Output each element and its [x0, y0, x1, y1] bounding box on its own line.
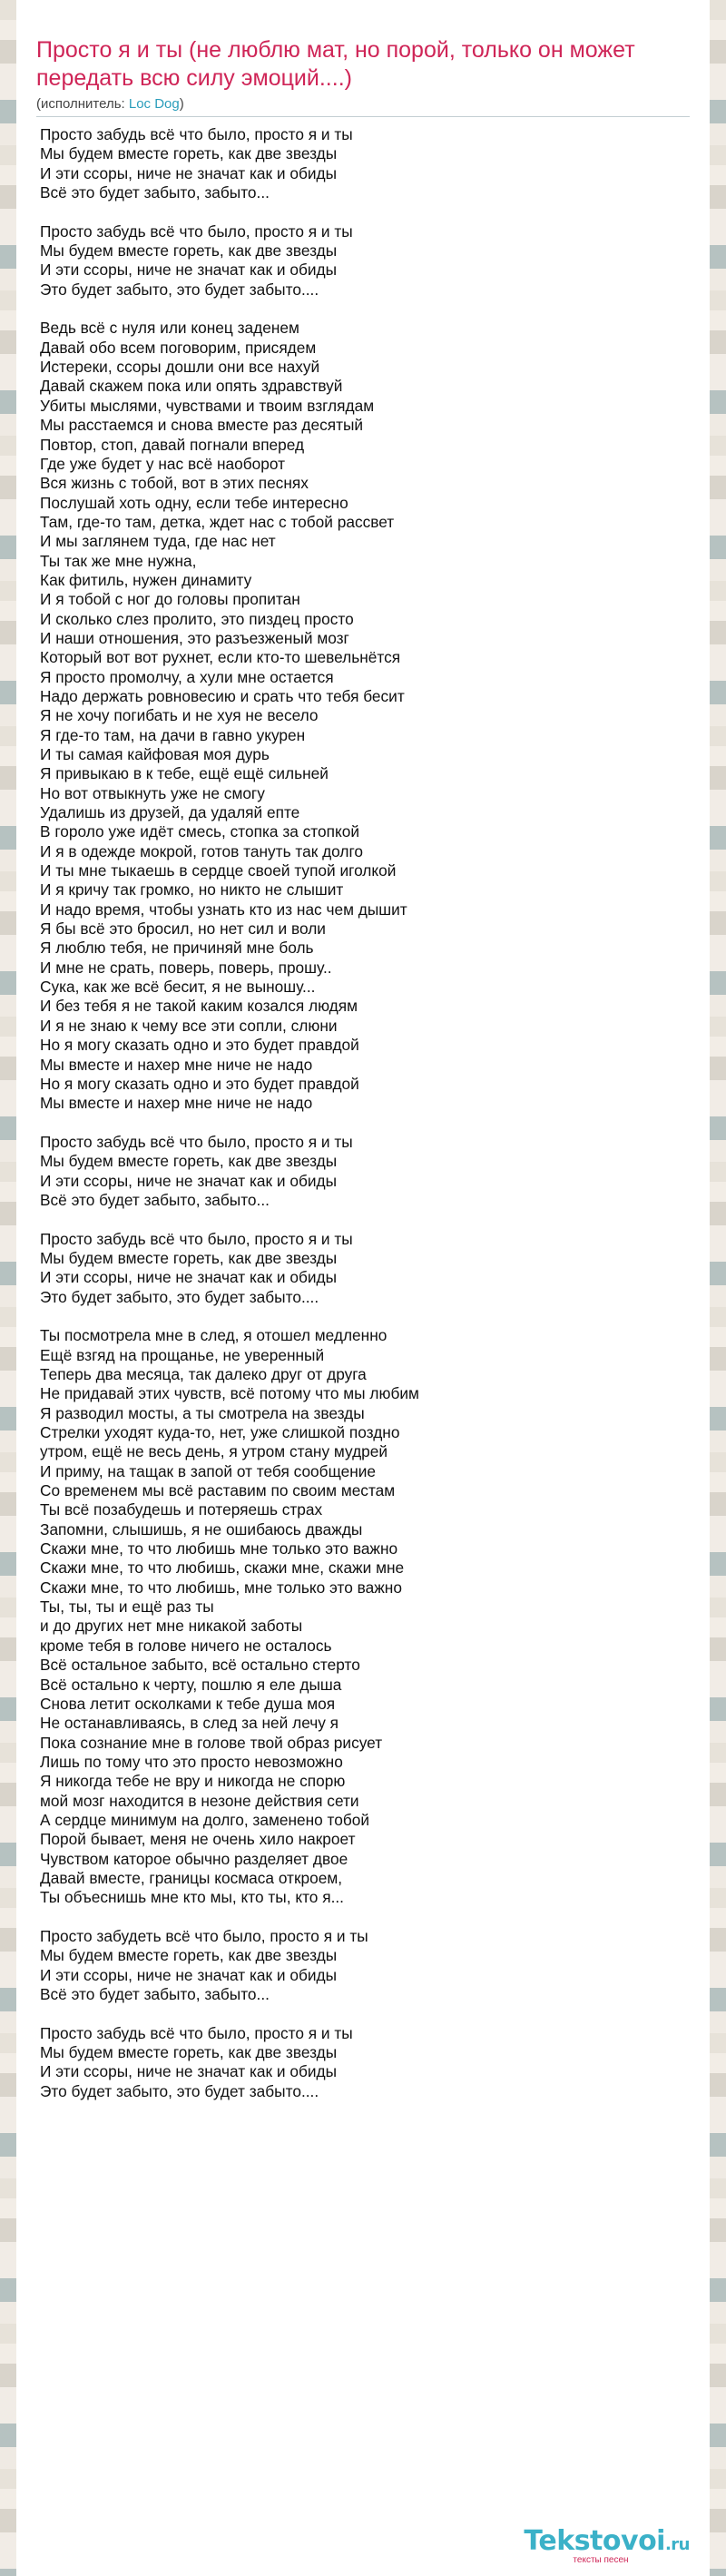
lyric-line: Скажи мне, то что любишь мне только это важно	[40, 1539, 398, 1558]
lyric-line: утром, ещё не весь день, я утром стану мудрей	[40, 1442, 388, 1461]
lyric-line: И эти ссоры, ниче не значат как и обиды	[40, 261, 338, 280]
lyric-line: Мы будем вместе гореть, как две звезды	[40, 1946, 338, 1965]
lyric-line: Всё это будет забыто, забыто...	[40, 1190, 270, 1209]
lyric-line: Это будет забыто, это будет забыто....	[40, 1287, 319, 1306]
lyric-line: Я не хочу погибать и не хуя не весело	[40, 706, 319, 725]
lyric-line: Просто забудь всё что было, просто я и ты	[40, 125, 353, 143]
lyric-line: Я никогда тебе не вру и никогда не спорю	[40, 1772, 346, 1791]
song-title: Просто я и ты (не люблю мат, но порой, только он может передать всю силу эмоций....)	[36, 37, 635, 91]
lyric-line: Там, где-то там, детка, ждет нас с тобой рассвет	[40, 512, 395, 531]
lyric-line: Где уже будет у нас всё наоборот	[40, 454, 286, 473]
lyric-line: Ты, ты, ты и ещё раз ты	[40, 1598, 214, 1617]
lyric-line: Давай обо всем поговорим, присядем	[40, 338, 317, 357]
lyric-line: Я люблю тебя, не причиняй мне боль	[40, 939, 314, 958]
lyric-line: Как фитиль, нужен динамиту	[40, 570, 252, 589]
stanza-gap	[40, 2004, 675, 2023]
lyric-line: Это будет забыто, это будет забыто....	[40, 280, 319, 299]
lyric-line: Ты всё позабудешь и потеряешь страх	[40, 1500, 323, 1519]
lyric-line: Но я могу сказать одно и это будет правдой	[40, 1074, 359, 1093]
lyric-line: И мне не срать, поверь, поверь, прошу..	[40, 958, 332, 977]
lyric-line: Всё остально к черту, пошлю я еле дыша	[40, 1675, 342, 1694]
lyric-line: И я не знаю к чему все эти сопли, слюни	[40, 1016, 338, 1035]
lyric-line: Убиты мыслями, чувствами и твоим взглядам	[40, 396, 375, 415]
lyric-line: Удалишь из друзей, да удаляй епте	[40, 803, 300, 822]
lyric-line: И я тобой с ног до головы пропитан	[40, 590, 300, 609]
lyric-line: Всё это будет забыто, забыто...	[40, 183, 270, 202]
lyric-line: Мы будем вместе гореть, как две звезды	[40, 1152, 338, 1171]
lyric-line: Теперь два месяца, так далеко друг от друга	[40, 1365, 367, 1383]
lyric-line: Пока сознание мне в голове твой образ рисует	[40, 1733, 383, 1752]
site-logo[interactable]	[524, 2525, 690, 2565]
lyric-line: Истереки, ссоры дошли они все нахуй	[40, 358, 320, 377]
song-header	[36, 36, 690, 112]
lyric-line: Я привыкаю в к тебе, ещё ещё сильней	[40, 764, 329, 783]
lyric-line: Надо держать ровновесию и срать что тебя бесит	[40, 686, 405, 705]
lyric-line: И эти ссоры, ниче не значат как и обиды	[40, 1268, 338, 1287]
lyric-line: Мы будем вместе гореть, как две звезды	[40, 1248, 338, 1267]
lyric-line: И я в одежде мокрой, готов тануть так долго	[40, 841, 364, 860]
lyric-line: И мы заглянем туда, где нас нет	[40, 532, 276, 551]
lyric-line: кроме тебя в голове ничего не осталось	[40, 1636, 332, 1655]
lyric-line: Я бы всё это бросил, но нет сил и воли	[40, 919, 326, 939]
lyric-line: И без тебя я не такой каким козался людям	[40, 997, 358, 1016]
logo-tld: .ru	[664, 2535, 690, 2554]
logo-name: Tekstovoi	[524, 2525, 665, 2557]
lyric-line: Лишь по тому что это просто невозможно	[40, 1752, 343, 1771]
lyric-line: В гороло уже идёт смесь, стопка за стопкой	[40, 822, 360, 841]
lyric-line: И сколько слез пролито, это пиздец просто	[40, 609, 354, 628]
lyric-line: Снова летит осколками к тебе душа моя	[40, 1694, 336, 1713]
lyric-line: Просто забудь всё что было, просто я и ты	[40, 2023, 353, 2042]
lyric-line: Просто забудь всё что было, просто я и ты	[40, 1132, 353, 1151]
lyric-line: Чувством каторое обычно разделяет двое	[40, 1849, 348, 1868]
lyric-line: Скажи мне, то что любишь, мне только это важно	[40, 1578, 402, 1597]
lyric-line: Ты так же мне нужна,	[40, 551, 197, 570]
lyric-line: Скажи мне, то что любишь, скажи мне, скажи мне	[40, 1558, 405, 1578]
lyric-line: И наши отношения, это разъезженый мозг	[40, 628, 349, 647]
lyric-line: Вся жизнь с тобой, вот в этих песнях	[40, 474, 309, 493]
lyric-line: И эти ссоры, ниче не значат как и обиды	[40, 1965, 338, 1984]
performer-link[interactable]: Loc Dog	[128, 96, 180, 112]
lyric-line: И надо время, чтобы узнать кто из нас чем дышит	[40, 900, 407, 919]
lyric-line: Я где-то там, на дачи в гавно укурен	[40, 725, 306, 744]
lyric-line: Стрелки уходят куда-то, нет, уже слишкой поздно	[40, 1423, 400, 1442]
lyric-line: Не останавливаясь, в след за ней лечу я	[40, 1714, 339, 1733]
lyric-line: Но вот отвыкнуть уже не смогу	[40, 783, 265, 802]
lyric-line: Ведь всё с нуля или конец заденем	[40, 319, 299, 338]
lyric-line: Запомни, слышишь, я не ошибаюсь дважды	[40, 1519, 363, 1539]
lyric-line: Мы будем вместе гореть, как две звезды	[40, 2043, 338, 2062]
lyric-line: Ещё взгяд на прощанье, не уверенный	[40, 1345, 325, 1364]
lyric-line: Ты объеснишь мне кто мы, кто ты, кто я...	[40, 1888, 344, 1907]
lyric-line: Порой бывает, меня не очень хило накроет	[40, 1830, 356, 1849]
lyric-line: Просто забудеть всё что было, просто я и ты	[40, 1926, 368, 1945]
stanza-gap	[40, 1307, 675, 1326]
lyric-line: И эти ссоры, ниче не значат как и обиды	[40, 1171, 338, 1190]
lyric-line: мой мозг находится в незоне действия сети	[40, 1791, 359, 1810]
lyric-line: Всё остальное забыто, всё остально стерто	[40, 1656, 360, 1675]
lyrics-page	[16, 0, 710, 2576]
lyric-line: Мы вместе и нахер мне ниче не надо	[40, 1094, 313, 1113]
lyric-line: и до других нет мне никакой заботы	[40, 1617, 303, 1636]
lyric-line: И эти ссоры, ниче не значат как и обиды	[40, 163, 338, 182]
performer-label: (исполнитель:	[36, 96, 129, 112]
lyric-line: Я просто промолчу, а хули мне остается	[40, 667, 334, 686]
lyric-line: Со временем мы всё раставим по своим местам	[40, 1481, 396, 1500]
lyric-line: И ты самая кайфовая моя дурь	[40, 745, 270, 763]
lyric-line: Это будет забыто, это будет забыто....	[40, 2081, 319, 2100]
lyric-line: Я разводил мосты, а ты смотрела на звезды	[40, 1403, 365, 1422]
lyric-line: Сука, как же всё бесит, я не выношу...	[40, 978, 316, 997]
performer-close: )	[179, 96, 184, 112]
lyric-line: Всё это будет забыто, забыто...	[40, 1985, 270, 2003]
lyric-line: Мы будем вместе гореть, как две звезды	[40, 241, 338, 261]
lyric-line: Мы вместе и нахер мне ниче не надо	[40, 1055, 313, 1074]
lyric-line: Мы будем вместе гореть, как две звезды	[40, 144, 338, 163]
lyric-line: Ты посмотрела мне в след, я отошел медленно	[40, 1326, 388, 1345]
stanza-gap	[40, 1114, 675, 1133]
logo-wordmark	[524, 2525, 690, 2557]
lyric-line: И ты мне тыкаешь в сердце своей тупой иголкой	[40, 861, 397, 880]
lyric-line: Давай скажем пока или опять здравствуй	[40, 377, 343, 396]
lyric-line: А сердце минимум на долго, заменено тобой	[40, 1810, 370, 1829]
lyric-line: Мы расстаемся и снова вместе раз десятый	[40, 416, 364, 435]
lyric-line: И эти ссоры, ниче не значат как и обиды	[40, 2062, 338, 2081]
stanza-gap	[40, 1908, 675, 1927]
lyric-line: Давай вместе, границы космаса откроем,	[40, 1868, 343, 1887]
stanza-gap	[40, 202, 675, 221]
stanza-gap	[40, 300, 675, 319]
lyric-line: И приму, на тащак в запой от тебя сообщение	[40, 1461, 377, 1480]
header-divider	[36, 116, 690, 117]
lyric-line: Просто забудь всё что было, просто я и ты	[40, 1229, 353, 1248]
lyric-line: Послушай хоть одну, если тебе интересно	[40, 493, 348, 512]
lyric-line: Просто забудь всё что было, просто я и ты	[40, 221, 353, 241]
stanza-gap	[40, 1210, 675, 1229]
lyric-line: И я кричу так громко, но никто не слышит	[40, 880, 344, 900]
lyric-line: Не придавай этих чувств, всё потому что мы любим	[40, 1384, 419, 1403]
lyric-line: Но я могу сказать одно и это будет правдой	[40, 1036, 359, 1055]
lyric-line: Повтор, стоп, давай погнали вперед	[40, 435, 305, 454]
lyric-line: Который вот вот рухнет, если кто-то шевельнётся	[40, 648, 401, 667]
logo-tagline: тексты песен	[573, 2555, 629, 2565]
lyrics-text	[40, 125, 675, 2101]
performer-line	[36, 96, 690, 112]
